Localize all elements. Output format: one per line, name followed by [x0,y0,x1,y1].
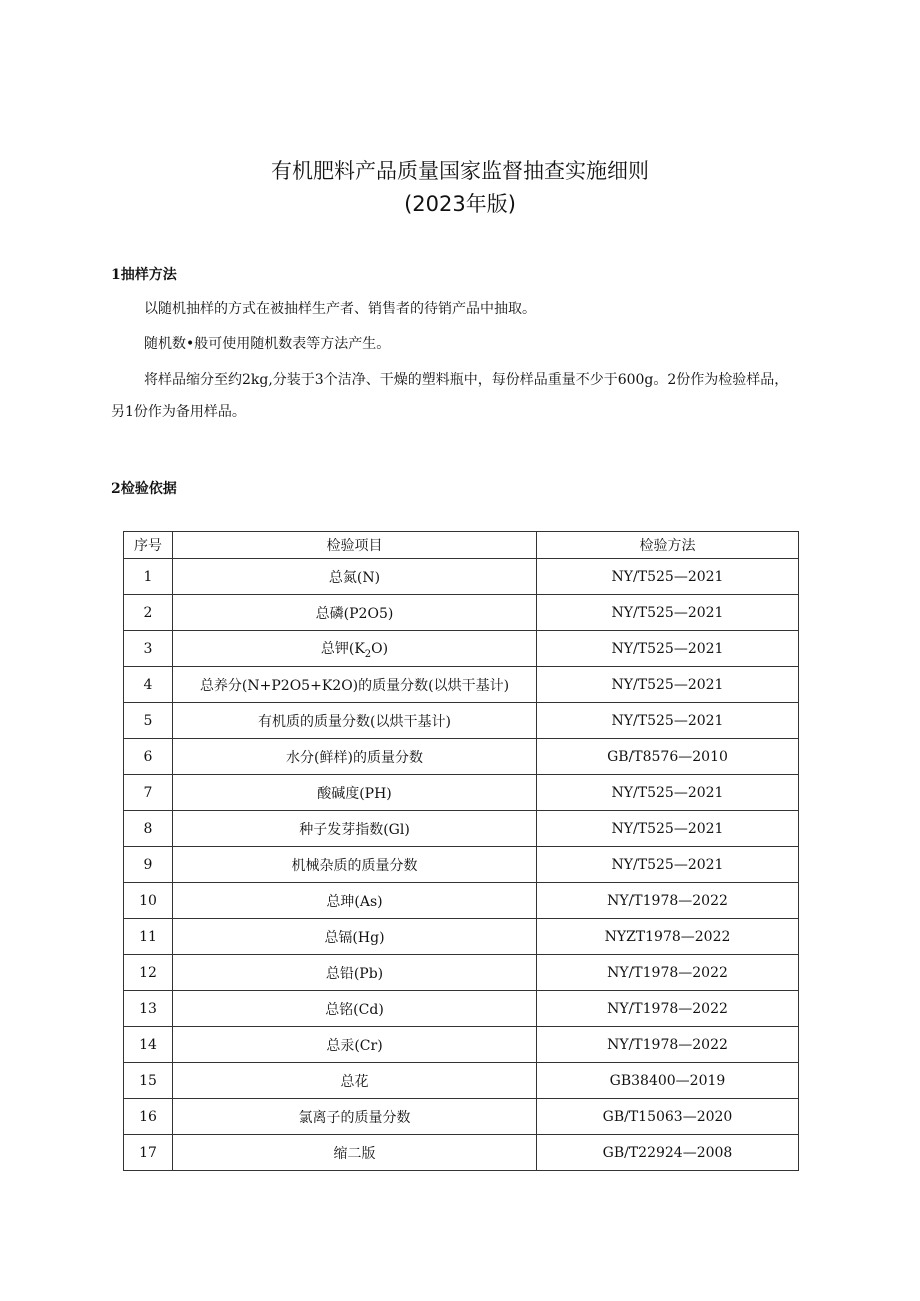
row-no: 15 [124,1063,173,1099]
item-suffix: O) [371,640,389,657]
row-method: GB/T22924—2008 [537,1135,799,1171]
table-row [124,1063,799,1099]
table-row [124,667,799,703]
inspection-basis-table [123,531,799,1171]
row-item: 总珅(As) [173,883,537,919]
table-row [124,595,799,631]
row-item: 酸碱度(PH) [173,775,537,811]
table-row [124,1135,799,1171]
row-method: GB/T15063—2020 [537,1099,799,1135]
row-method: GB38400—2019 [537,1063,799,1099]
row-method: NYZT1978—2022 [537,919,799,955]
row-no: 9 [124,847,173,883]
row-no: 8 [124,811,173,847]
row-item: 总花 [173,1063,537,1099]
row-no: 1 [124,559,173,595]
sampling-paragraph-2: 随机数•般可使用随机数表等方法产生。 [144,336,391,352]
row-method: NY/T525—2021 [537,559,799,595]
row-no: 10 [124,883,173,919]
table-row [124,703,799,739]
row-no: 14 [124,1027,173,1063]
table-row [124,631,799,667]
sampling-paragraph-1: 以随机抽样的方式在被抽样生产者、销售者的待销产品中抽取。 [144,301,536,317]
row-item: 缩二版 [173,1135,537,1171]
row-item: 有机质的质量分数(以烘干基计) [173,703,537,739]
row-no: 17 [124,1135,173,1171]
row-item: 总氮(N) [173,559,537,595]
row-item: 机械杂质的质量分数 [173,847,537,883]
row-no: 13 [124,991,173,1027]
table-row [124,739,799,775]
row-method: NY/T525—2021 [537,703,799,739]
table-header-row [124,532,799,559]
table-row [124,1027,799,1063]
row-method: NY/T1978—2022 [537,1027,799,1063]
row-method: NY/T525—2021 [537,595,799,631]
row-item: 水分(鲜样)的质量分数 [173,739,537,775]
row-method: NY/T525—2021 [537,775,799,811]
header-no: 序号 [124,532,173,559]
row-no: 4 [124,667,173,703]
row-no: 6 [124,739,173,775]
table-row [124,919,799,955]
row-item [173,631,537,667]
table-row [124,955,799,991]
row-no: 5 [124,703,173,739]
table-row [124,1099,799,1135]
row-method: NY/T1978—2022 [537,955,799,991]
row-no: 7 [124,775,173,811]
row-no: 16 [124,1099,173,1135]
item-subscript: 2 [364,648,372,660]
header-method: 检验方法 [537,532,799,559]
table-row [124,883,799,919]
header-item: 检验项目 [173,532,537,559]
row-method: NY/T1978—2022 [537,991,799,1027]
document-subtitle: (2023年版) [404,192,516,216]
row-item: 种子发芽指数(Gl) [173,811,537,847]
row-item: 总镉(Hg) [173,919,537,955]
section-2-heading: 2检验依据 [111,481,177,497]
row-no: 11 [124,919,173,955]
table-row [124,775,799,811]
section-1-heading: 1抽样方法 [111,267,177,283]
row-item: 总磷(P2O5) [173,595,537,631]
document-title: 有机肥料产品质量国家监督抽查实施细则 [271,159,649,183]
table-row [124,559,799,595]
table-row [124,991,799,1027]
row-method: NY/T1978—2022 [537,883,799,919]
row-item: 总铅(Pb) [173,955,537,991]
row-method: NY/T525—2021 [537,667,799,703]
row-method: NY/T525—2021 [537,811,799,847]
table-row [124,847,799,883]
row-item: 总养分(N+P2O5+K2O)的质量分数(以烘干基计) [173,667,537,703]
row-item: 总铭(Cd) [173,991,537,1027]
row-item: 总汞(Cr) [173,1027,537,1063]
row-no: 12 [124,955,173,991]
table-row [124,811,799,847]
sampling-paragraph-3: 将样品缩分至约2kg,分装于3个洁净、干燥的塑料瓶中，每份样品重量不少于600g。2份作为检验样品，另1份作为备用样品。 [111,372,789,420]
row-no: 3 [124,631,173,667]
row-method: NY/T525—2021 [537,631,799,667]
item-prefix: 总钾(K [320,640,365,657]
row-no: 2 [124,595,173,631]
row-method: NY/T525—2021 [537,847,799,883]
row-method: GB/T8576—2010 [537,739,799,775]
row-item: 氯离子的质量分数 [173,1099,537,1135]
